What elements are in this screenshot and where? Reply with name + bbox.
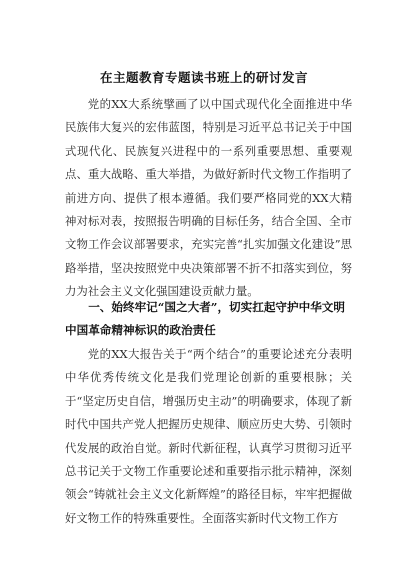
- paragraph-section-one: 党的XX大报告关于“两个结合”的重要论述充分表明中华优秀传统文化是我们党理论创新的重要根脉；关于“坚定历史自信，增强历史主动”的明确要求，体现了新时代中国共产党人把握历史规律、顺应历史大势、引领时代发展的政治自觉。新时代新征程，认真学习贯彻习近平总书记关于文物工作重要论述和重要指示批示精神，深刻领会“铸就社会主义文化新辉煌”的路径目标，牢牢把握做好文物工作的特殊重要性。全面落实新时代文物工作方: [65, 347, 352, 525]
- paragraph-intro: 党的XX大系统擘画了以中国式现代化全面推进中华民族伟大复兴的宏伟蓝图，特别是习近平总书记关于中国式现代化、民族复兴进程中的一系列重要思想、重要观点、重大战略、重大举措，为做好新时代文物工作指明了前进方向、提供了根本遵循。我们要严格同党的XX大精神对标对表，按照报告明确的目标任务，结合全国、全市文物工作会议部署要求，充实完善“扎实加强文化建设”思路举措，坚决按照党中央决策部署不折不扣落实到位，努力为社会主义文化强国建设贡献力量。: [65, 97, 352, 299]
- section-heading: 一、始终牢记“国之大者”，切实扛起守护中华文明中国革命精神标识的政治责任: [65, 300, 345, 338]
- document-title: 在主题教育专题读书班上的研讨发言: [99, 70, 308, 85]
